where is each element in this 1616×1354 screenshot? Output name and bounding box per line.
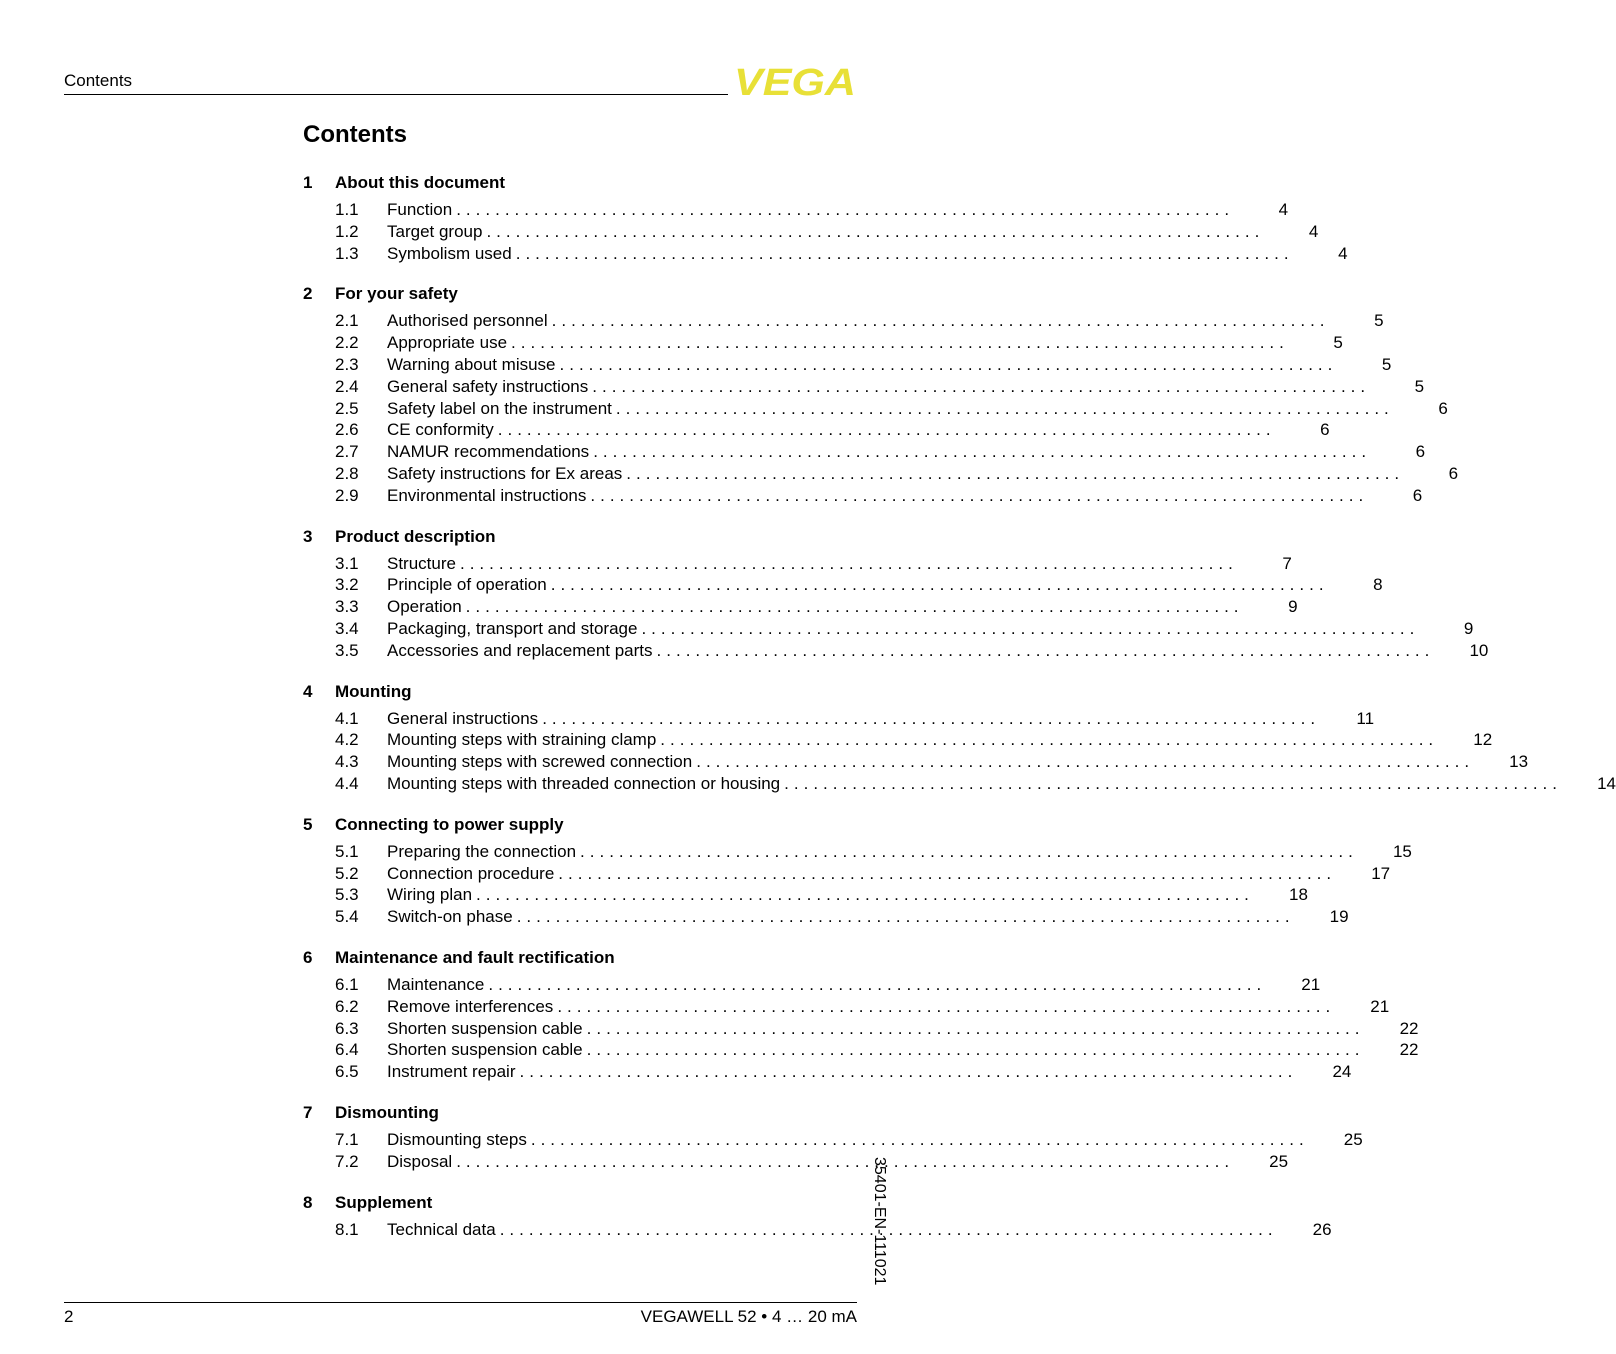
toc-entry[interactable] [303, 640, 1489, 662]
toc-entry[interactable] [303, 485, 1423, 507]
toc-entry[interactable] [303, 332, 1343, 354]
entry-page-number: 6 [1415, 442, 1426, 462]
dot-leader: ................................................................................ [586, 1040, 1365, 1060]
dot-leader: ................................................................................ [519, 1062, 1298, 1082]
entry-leader [387, 773, 1562, 795]
entry-title: Packaging, transport and storage [387, 618, 638, 638]
dot-leader: ................................................................................ [590, 485, 1369, 505]
toc-entry[interactable] [303, 398, 1448, 420]
dot-leader: ................................................................................ [580, 841, 1358, 861]
entry-title: Safety label on the instrument [387, 398, 612, 418]
entry-number: 7.2 [335, 1151, 359, 1171]
entry-number: 4.2 [335, 730, 359, 750]
dot-leader: ................................................................................ [558, 863, 1337, 883]
entry-title: Appropriate use [387, 333, 508, 353]
footer-rule [64, 1302, 857, 1303]
entry-number: 6.5 [335, 1062, 359, 1082]
toc-entry[interactable] [303, 1061, 1352, 1083]
toc-section-heading[interactable] [303, 945, 859, 971]
dot-leader: ................................................................................ [551, 311, 1330, 331]
entry-title: Instrument repair [387, 1062, 516, 1082]
entry-title: Remove interferences [387, 996, 554, 1016]
entry-page-number: 5 [1374, 311, 1384, 331]
entry-title: Operation [387, 597, 462, 617]
entry-number: 6.3 [335, 1018, 359, 1038]
toc-entry[interactable] [303, 596, 1298, 618]
section-title: Supplement [335, 1192, 433, 1212]
entry-leader [387, 1129, 1309, 1151]
entry-leader [387, 441, 1371, 463]
entry-page-number: 14 [1597, 773, 1616, 793]
entry-title: CE conformity [387, 420, 494, 440]
dot-leader: ................................................................................ [486, 221, 1265, 241]
entry-number: 2.8 [335, 463, 359, 483]
section-title: Maintenance and fault rectification [335, 947, 615, 967]
entry-title: Shorten suspension cable [387, 1018, 583, 1038]
toc-section-heading[interactable] [303, 812, 859, 838]
entry-page-number: 5 [1333, 333, 1343, 353]
entry-leader [387, 596, 1244, 618]
toc-section-heading[interactable] [303, 1190, 859, 1216]
entry-leader [387, 574, 1329, 596]
dot-leader: ................................................................................ [586, 1018, 1365, 1038]
toc-section-heading[interactable] [303, 170, 859, 196]
dot-leader: ................................................................................ [515, 243, 1294, 263]
entry-number: 5.1 [335, 841, 359, 861]
section-title: Connecting to power supply [335, 814, 564, 834]
entry-number: 2.5 [335, 398, 359, 418]
entry-title: Mounting steps with threaded connection or housing [387, 773, 781, 793]
dot-leader: ................................................................................ [476, 885, 1254, 905]
entry-title: Accessories and replacement parts [387, 640, 653, 660]
entry-title: Wiring plan [387, 885, 473, 905]
entry-title: Preparing the connection [387, 841, 577, 861]
entry-leader [387, 243, 1294, 265]
toc-entry[interactable] [303, 199, 1289, 221]
vega-logo-text: VEGA [734, 62, 856, 104]
entry-leader [387, 1219, 1278, 1241]
entry-title: NAMUR recommendations [387, 442, 590, 462]
entry-number: 2.4 [335, 376, 359, 396]
toc-entry[interactable] [303, 1039, 1419, 1061]
entry-title: Connection procedure [387, 863, 555, 883]
toc-section [303, 945, 1419, 1083]
entry-page-number: 21 [1301, 974, 1321, 994]
entry-title: Environmental instructions [387, 485, 587, 505]
toc-entry[interactable] [303, 841, 1412, 863]
entry-page-number: 5 [1414, 376, 1425, 396]
entry-title: Authorised personnel [387, 311, 548, 331]
dot-leader: ................................................................................ [656, 640, 1435, 660]
dot-leader: ................................................................................ [530, 1129, 1309, 1149]
section-title: Dismounting [335, 1102, 439, 1122]
entry-page-number: 13 [1509, 752, 1529, 772]
dot-leader: ................................................................................ [550, 575, 1329, 595]
toc-entry[interactable] [303, 354, 1392, 376]
entry-leader [387, 708, 1320, 730]
entry-number: 4.3 [335, 752, 359, 772]
dot-leader: ................................................................................ [660, 730, 1439, 750]
entry-page-number: 22 [1399, 1040, 1419, 1060]
dot-leader: ................................................................................ [593, 442, 1372, 462]
entry-title: General instructions [387, 708, 539, 728]
entry-leader [387, 398, 1394, 420]
footer-page-number: 2 [64, 1307, 74, 1326]
dot-leader: ................................................................................ [516, 907, 1295, 927]
toc-entry[interactable] [303, 1129, 1363, 1151]
entry-number: 1.3 [335, 243, 359, 263]
entry-page-number: 24 [1332, 1062, 1352, 1082]
entry-title: Technical data [387, 1219, 496, 1239]
toc-entry[interactable] [303, 574, 1383, 596]
entry-title: Principle of operation [387, 575, 547, 595]
dot-leader: ................................................................................ [456, 1151, 1235, 1171]
section-title: Mounting [335, 681, 412, 701]
entry-leader [387, 553, 1238, 575]
toc-entry[interactable] [303, 618, 1474, 640]
toc-section [303, 1100, 1363, 1173]
entry-number: 6.1 [335, 974, 359, 994]
entry-page-number: 4 [1278, 200, 1289, 219]
entry-page-number: 25 [1343, 1129, 1363, 1149]
entry-page-number: 18 [1288, 885, 1308, 905]
dot-leader: ................................................................................ [592, 376, 1371, 396]
entry-page-number: 6 [1448, 463, 1459, 483]
entry-leader [387, 376, 1370, 398]
entry-number: 3.2 [335, 575, 359, 595]
entry-leader [387, 221, 1264, 243]
entry-leader [387, 974, 1266, 996]
entry-number: 6.2 [335, 996, 359, 1016]
entry-leader [387, 463, 1404, 485]
toc-entry[interactable] [303, 1219, 1332, 1241]
dot-leader: ................................................................................ [559, 354, 1338, 374]
toc-entry[interactable] [303, 243, 1348, 265]
toc-entry[interactable] [303, 376, 1425, 398]
entry-number: 5.4 [335, 907, 359, 927]
entry-leader [387, 485, 1368, 507]
entry-page-number: 12 [1473, 730, 1493, 750]
entry-leader [387, 751, 1474, 773]
entry-number: 3.3 [335, 597, 359, 617]
toc-section-heading[interactable] [303, 1100, 859, 1126]
toc-section [303, 812, 1412, 928]
entry-page-number: 10 [1469, 640, 1489, 660]
entry-page-number: 22 [1399, 1018, 1419, 1038]
entry-page-number: 5 [1381, 354, 1392, 374]
entry-leader [387, 1039, 1365, 1061]
entry-leader [387, 996, 1335, 1018]
entry-title: Structure [387, 553, 456, 573]
toc-section-heading[interactable] [303, 524, 859, 550]
toc-entry[interactable] [303, 884, 1308, 906]
entry-page-number: 7 [1282, 553, 1292, 573]
section-number: 3 [303, 526, 313, 546]
section-number: 2 [303, 284, 313, 304]
document-code: 35401-EN-111021 [871, 1157, 888, 1286]
entry-leader [387, 841, 1358, 863]
toc-entry[interactable] [303, 708, 1375, 730]
entry-page-number: 26 [1312, 1219, 1332, 1239]
header-label: Contents [64, 71, 133, 90]
toc-entry[interactable] [303, 1151, 1289, 1173]
entry-leader [387, 1018, 1365, 1040]
entry-number: 2.9 [335, 485, 359, 505]
toc-entry[interactable] [303, 863, 1391, 885]
entry-leader [387, 640, 1434, 662]
section-number: 7 [303, 1102, 313, 1122]
entry-page-number: 6 [1412, 485, 1423, 505]
toc-entry[interactable] [303, 419, 1330, 441]
entry-number: 2.2 [335, 333, 359, 353]
section-number: 1 [303, 173, 313, 192]
section-number: 6 [303, 947, 313, 967]
entry-number: 7.1 [335, 1129, 359, 1149]
dot-leader: ................................................................................ [499, 1219, 1278, 1239]
vega-logo [734, 62, 858, 104]
entry-leader [387, 729, 1438, 751]
entry-leader [387, 354, 1337, 376]
dot-leader: ................................................................................ [465, 597, 1244, 617]
entry-page-number: 11 [1356, 708, 1375, 728]
dot-leader: ................................................................................ [784, 773, 1563, 793]
entry-page-number: 4 [1308, 221, 1319, 241]
dot-leader: ................................................................................ [497, 420, 1276, 440]
entry-leader [387, 1151, 1234, 1173]
toc-entry[interactable] [303, 463, 1459, 485]
entry-leader [387, 199, 1234, 221]
entry-title: Shorten suspension cable [387, 1040, 583, 1060]
entry-number: 3.1 [335, 553, 359, 573]
toc-section [303, 170, 1348, 264]
entry-page-number: 17 [1371, 863, 1391, 883]
footer-product-name: VEGAWELL 52 • 4 … 20 mA [640, 1307, 857, 1326]
entry-leader [387, 863, 1336, 885]
entry-number: 4.1 [335, 708, 359, 728]
dot-leader: ................................................................................ [542, 708, 1321, 728]
entry-title: Mounting steps with straining clamp [387, 730, 657, 750]
section-number: 8 [303, 1192, 313, 1212]
toc-entry[interactable] [303, 751, 1529, 773]
entry-number: 5.3 [335, 885, 359, 905]
toc-entry[interactable] [303, 553, 1292, 575]
toc-entry[interactable] [303, 996, 1390, 1018]
header-rule [64, 94, 728, 95]
page-title: Contents [303, 121, 407, 148]
entry-title: Switch-on phase [387, 907, 513, 927]
entry-number: 2.3 [335, 354, 359, 374]
toc-entry[interactable] [303, 310, 1384, 332]
toc-entry[interactable] [303, 441, 1426, 463]
toc-entry[interactable] [303, 974, 1321, 996]
entry-page-number: 6 [1320, 420, 1330, 440]
section-title: For your safety [335, 284, 458, 304]
toc-entry[interactable] [303, 729, 1493, 751]
entry-page-number: 9 [1463, 618, 1474, 638]
section-number: 5 [303, 814, 313, 834]
entry-page-number: 21 [1370, 996, 1390, 1016]
toc-section [303, 679, 1616, 795]
section-title: About this document [335, 173, 505, 192]
toc-section-heading[interactable] [303, 679, 859, 705]
entry-title: Dismounting steps [387, 1129, 527, 1149]
entry-page-number: 8 [1373, 575, 1383, 595]
entry-page-number: 19 [1329, 907, 1349, 927]
entry-page-number: 15 [1392, 841, 1412, 861]
dot-leader: ................................................................................ [615, 398, 1394, 418]
entry-number: 1.1 [335, 200, 359, 219]
entry-number: 6.4 [335, 1040, 359, 1060]
section-title: Product description [335, 526, 496, 546]
entry-title: Maintenance [387, 974, 485, 994]
entry-page-number: 25 [1269, 1151, 1289, 1171]
entry-title: Warning about misuse [387, 354, 556, 374]
entry-title: General safety instructions [387, 376, 589, 396]
dot-leader: ................................................................................ [557, 996, 1336, 1016]
entry-title: Disposal [387, 1151, 453, 1171]
toc-section [303, 524, 1489, 662]
entry-leader [387, 884, 1254, 906]
dot-leader: ................................................................................ [641, 618, 1420, 638]
entry-number: 2.7 [335, 442, 359, 462]
dot-leader: ................................................................................ [626, 463, 1405, 483]
entry-leader [387, 1061, 1297, 1083]
dot-leader: ................................................................................ [511, 333, 1289, 353]
dot-leader: ................................................................................ [459, 553, 1238, 573]
entry-number: 4.4 [335, 773, 359, 793]
entry-leader [387, 332, 1289, 354]
entry-number: 3.4 [335, 618, 359, 638]
entry-number: 5.2 [335, 863, 359, 883]
entry-title: Function [387, 200, 453, 219]
entry-number: 2.6 [335, 420, 359, 440]
toc-section-heading[interactable] [303, 281, 859, 307]
toc-section [303, 281, 1459, 506]
entry-leader [387, 618, 1419, 640]
entry-leader [387, 906, 1295, 928]
dot-leader: ................................................................................ [696, 752, 1475, 772]
entry-title: Symbolism used [387, 243, 512, 263]
entry-number: 3.5 [335, 640, 359, 660]
entry-page-number: 4 [1338, 243, 1348, 263]
dot-leader: ................................................................................ [488, 974, 1267, 994]
entry-page-number: 6 [1438, 398, 1448, 418]
toc-entry[interactable] [303, 221, 1319, 243]
entry-leader [387, 419, 1276, 441]
section-number: 4 [303, 681, 313, 701]
entry-leader [387, 310, 1330, 332]
entry-number: 1.2 [335, 221, 359, 241]
entry-number: 8.1 [335, 1219, 359, 1239]
entry-title: Safety instructions for Ex areas [387, 463, 623, 483]
entry-title: Mounting steps with screwed connection [387, 752, 693, 772]
toc-entry[interactable] [303, 773, 1616, 795]
entry-number: 2.1 [335, 311, 359, 331]
entry-title: Target group [387, 221, 483, 241]
toc-entry[interactable] [303, 1018, 1419, 1040]
toc-entry[interactable] [303, 906, 1349, 928]
dot-leader: ................................................................................ [456, 200, 1235, 219]
toc-section [303, 1190, 1332, 1241]
entry-page-number: 9 [1288, 597, 1298, 617]
